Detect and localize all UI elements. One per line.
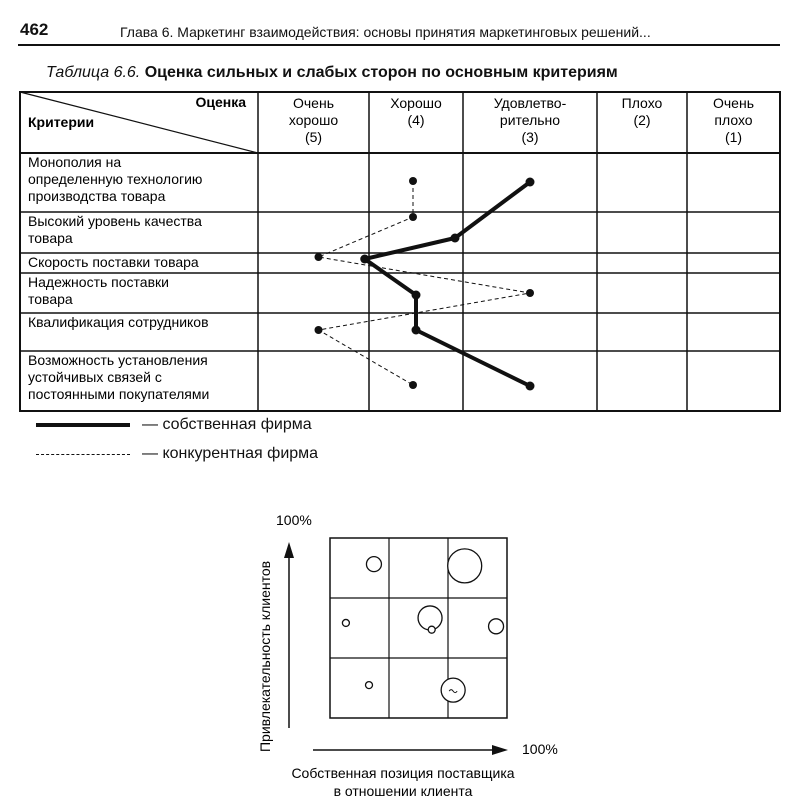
column-header-line: (3) [521,129,539,145]
row-label-line: Высокий уровень качества [28,213,202,229]
column-header-line: (1) [724,129,743,145]
client-circle [366,557,381,572]
own-point [526,382,535,391]
client-portfolio-matrix [0,500,794,803]
table-header [28,94,754,145]
column-header-line: плохо [714,112,753,128]
column-header-line: (2) [633,112,651,128]
competitor-point [526,289,534,297]
client-circle [428,626,435,633]
own-point [412,326,421,335]
row-label-line: Монополия на [28,154,122,170]
column-header-line: Хорошо [390,95,442,111]
legend-own-label: — собственная фирма [142,416,312,433]
client-circle [342,619,349,626]
x-axis-label-line2: в отношении клиента [333,783,473,799]
column-header-line: Очень [293,95,334,111]
y-axis-max-label: 100% [276,512,312,528]
client-circle [448,549,482,583]
row-label-line: Надежность поставки [28,274,169,290]
client-circle [366,682,373,689]
legend-dashed-line [36,454,130,455]
column-header-line: (5) [304,129,323,145]
row-label-line: Скорость поставки товара [28,254,199,270]
corner-label-criteria: Критерии [28,114,95,130]
row-label-line: производства товара [28,188,166,204]
competitor-point [315,253,323,261]
client-circle [441,678,465,702]
competitor-point [315,326,323,334]
row-label-line: Возможность установления [28,352,208,368]
own-point [526,178,535,187]
x-axis-label-line1: Собственная позиция поставщика [291,765,515,781]
column-header-line: рительно [499,112,561,128]
table-caption-number: Таблица 6.6. [46,64,141,81]
corner-label-rating: Оценка [195,94,246,110]
column-header-line: Удовлетво- [493,95,567,111]
row-label-line: Квалификация сотрудников [28,314,209,330]
x-axis-max-label: 100% [522,741,558,757]
running-title: Глава 6. Маркетинг взаимодействия: основы принятия маркетинговых решений... [120,24,651,40]
client-circle [489,619,504,634]
table-caption-title: Оценка сильных и слабых сторон по основным критериям [144,64,618,81]
legend-competitor-label: — конкурентная фирма [142,445,319,462]
matrix-clients [342,549,503,702]
row-label-line: постоянными покупателями [28,386,210,402]
row-label-line: устойчивых связей с [28,369,162,385]
own-point [360,255,369,264]
table-row-labels [28,154,209,402]
x-axis-arrowhead [492,745,508,755]
own-point [451,234,460,243]
column-header-line: (4) [407,112,425,128]
y-axis-arrowhead [284,542,294,558]
legend-solid-line [36,423,130,427]
column-header-line: Очень [713,95,754,111]
column-header-line: Плохо [621,95,663,111]
competitor-point [409,213,417,221]
column-header-line: хорошо [288,112,339,128]
competitor-point [409,177,417,185]
y-axis-label: Привлекательность клиентов [257,560,273,752]
own-point [412,291,421,300]
row-label-line: товара [28,291,73,307]
row-label-line: товара [28,230,73,246]
row-label-line: определенную технологию [28,171,203,187]
page-number: 462 [20,20,49,39]
profile-lines [315,177,535,391]
competitor-point [409,381,417,389]
